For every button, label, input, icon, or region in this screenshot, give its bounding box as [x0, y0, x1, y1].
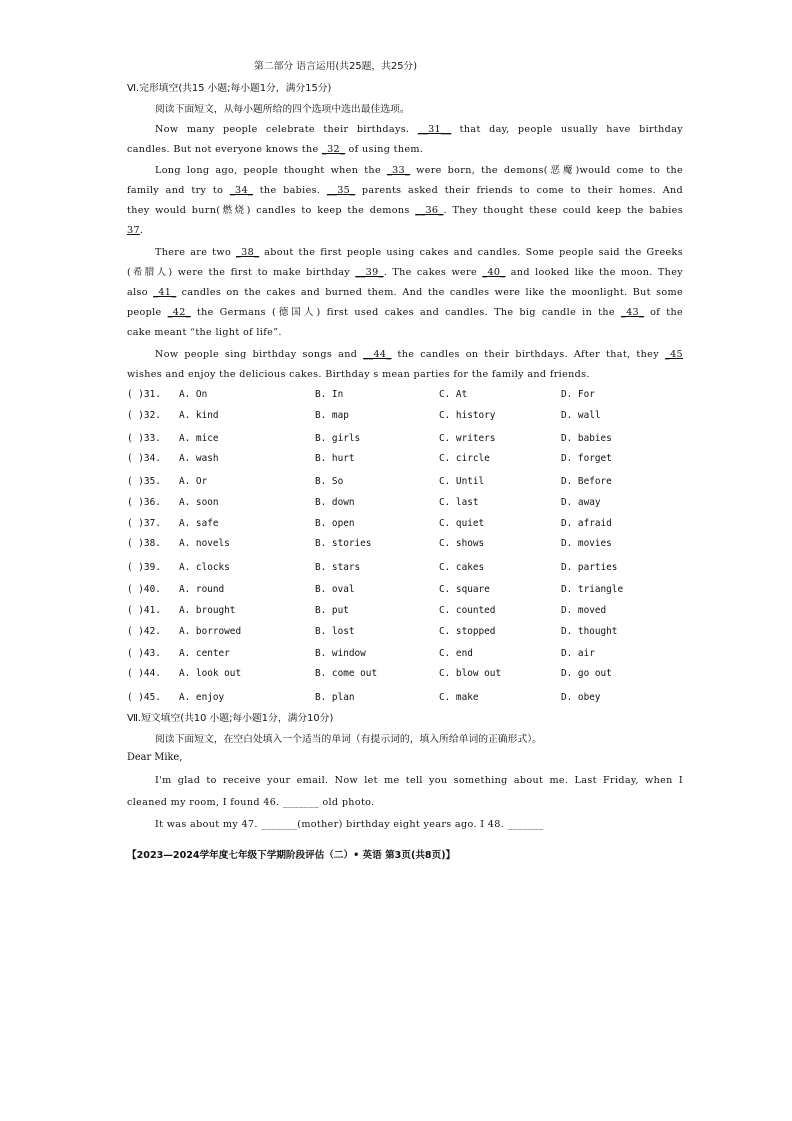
- passage-text: candles. But not everyone knows the: [127, 144, 322, 155]
- question-row: [127, 626, 687, 640]
- blank-number: __44_: [363, 349, 392, 360]
- option-b: B. come out: [315, 668, 378, 679]
- question-row: [127, 453, 687, 467]
- option-b: B. girls: [315, 433, 361, 444]
- passage-text: the candles on their birthdays. After that, they: [391, 349, 665, 360]
- passage-text: cleaned my room, I found 46. _______ old photo.: [127, 797, 375, 808]
- passage-text: It was about my 47. _______(mother) birthday eight years ago. I 48. _______: [155, 819, 544, 830]
- question-row: [127, 476, 687, 490]
- passage-line: [127, 266, 683, 280]
- question-number: ( )37.: [127, 518, 161, 529]
- option-a: A. Or: [179, 476, 208, 487]
- option-d: D. parties: [561, 562, 618, 573]
- passage-line: [155, 246, 683, 260]
- section7-heading: Ⅶ.短文填空(共10 小题;每小题1分，满分10分): [127, 713, 334, 724]
- question-number: ( )45.: [127, 692, 161, 703]
- question-number: ( )44.: [127, 668, 161, 679]
- passage-text: . The cakes were: [383, 267, 483, 278]
- question-row: [127, 668, 687, 682]
- option-d: D. For: [561, 389, 595, 400]
- option-d: D. away: [561, 497, 601, 508]
- question-number: ( )36.: [127, 497, 161, 508]
- option-b: B. stars: [315, 562, 361, 573]
- option-a: A. borrowed: [179, 626, 242, 637]
- passage-text: parents asked their friends to come to their homes. And: [355, 185, 683, 196]
- option-b: B. oval: [315, 584, 355, 595]
- passage-text: of the: [644, 307, 683, 318]
- question-row: [127, 497, 687, 511]
- option-b: B. put: [315, 605, 349, 616]
- option-c: C. history: [439, 410, 496, 421]
- question-number: ( )42.: [127, 626, 161, 637]
- passage-line: [155, 774, 683, 788]
- blank-number: _33_: [386, 165, 411, 176]
- passage-line: [127, 286, 683, 300]
- letter-salutation: Dear Mike,: [127, 752, 183, 763]
- passage-line: [127, 143, 683, 157]
- page-footer: 【2023—2024学年度七年级下学期阶段评估（二）• 英语 第3页(共8页)】: [127, 850, 456, 861]
- option-c: C. circle: [439, 453, 490, 464]
- option-a: A. look out: [179, 668, 242, 679]
- option-c: C. quiet: [439, 518, 485, 529]
- passage-line: [127, 204, 683, 218]
- passage-line: [155, 818, 683, 832]
- option-b: B. hurt: [315, 453, 355, 464]
- passage-line: [155, 123, 683, 137]
- option-a: A. center: [179, 648, 230, 659]
- blank-number: _32_: [321, 144, 346, 155]
- option-c: C. writers: [439, 433, 496, 444]
- passage-text: of using them.: [345, 144, 424, 155]
- option-b: B. plan: [315, 692, 355, 703]
- question-row: [127, 389, 687, 403]
- question-number: ( )31.: [127, 389, 161, 400]
- option-c: C. At: [439, 389, 468, 400]
- option-d: D. movies: [561, 538, 612, 549]
- question-row: [127, 584, 687, 598]
- passage-text: family and try to: [127, 185, 230, 196]
- option-a: A. brought: [179, 605, 236, 616]
- passage-text: about the first people using cakes and candles. Some people said the Greeks: [259, 247, 683, 258]
- question-number: ( )32.: [127, 410, 161, 421]
- passage-text: the Germans (德国人) first used cakes and candles. The big candle in the: [190, 307, 621, 318]
- option-a: A. On: [179, 389, 208, 400]
- question-number: ( )33.: [127, 433, 161, 444]
- blank-number: _40_: [482, 267, 506, 278]
- passage-text: that day, people usually have birthday: [451, 124, 683, 135]
- blank-number: __35_: [326, 185, 356, 196]
- option-c: C. make: [439, 692, 479, 703]
- passage-text: also: [127, 287, 154, 298]
- option-b: B. In: [315, 389, 344, 400]
- passage-line: [127, 224, 683, 238]
- option-a: A. clocks: [179, 562, 230, 573]
- question-number: ( )41.: [127, 605, 161, 616]
- option-d: D. triangle: [561, 584, 624, 595]
- passage-line: [127, 326, 683, 340]
- option-d: D. air: [561, 648, 595, 659]
- option-c: C. blow out: [439, 668, 502, 679]
- option-b: B. map: [315, 410, 349, 421]
- blank-number: _34_: [229, 185, 254, 196]
- passage-text: people: [127, 307, 168, 318]
- passage-text: . They thought these could keep the babies: [443, 205, 683, 216]
- option-d: D. Before: [561, 476, 612, 487]
- blank-number: _42_: [167, 307, 191, 318]
- blank-number: _41_: [153, 287, 177, 298]
- question-row: [127, 562, 687, 576]
- option-b: B. window: [315, 648, 366, 659]
- question-number: ( )43.: [127, 648, 161, 659]
- passage-text: wishes and enjoy the delicious cakes. Birthday s mean parties for the family and friends.: [127, 369, 590, 380]
- question-row: [127, 605, 687, 619]
- option-b: B. down: [315, 497, 355, 508]
- passage-line: [127, 306, 683, 320]
- passage-text: Now many people celebrate their birthdays.: [155, 124, 418, 135]
- option-c: C. stopped: [439, 626, 496, 637]
- question-number: ( )40.: [127, 584, 161, 595]
- blank-number: __36_: [415, 205, 444, 216]
- option-a: A. novels: [179, 538, 230, 549]
- option-c: C. Until: [439, 476, 485, 487]
- section6-heading: Ⅵ.完形填空(共15 小题;每小题1分，满分15分): [127, 83, 332, 94]
- passage-text: I'm glad to receive your email. Now let me tell you something about me. Last Friday, when I: [155, 775, 683, 786]
- passage-text: and looked like the moon. They: [505, 267, 683, 278]
- passage-text: they would burn(燃烧) candles to keep the demons: [127, 205, 416, 216]
- option-d: D. moved: [561, 605, 607, 616]
- passage-text: candles on the cakes and burned them. And the candles were like the moonlight. But some: [176, 287, 683, 298]
- passage-text: (希腊人) were the first to make birthday: [127, 267, 356, 278]
- passage-line: [155, 348, 683, 362]
- question-row: [127, 410, 687, 424]
- option-d: D. go out: [561, 668, 612, 679]
- part-title: 第二部分 语言运用(共25题，共25分): [254, 61, 418, 72]
- option-b: B. lost: [315, 626, 355, 637]
- option-a: A. enjoy: [179, 692, 225, 703]
- option-a: A. safe: [179, 518, 219, 529]
- section7-instruction: 阅读下面短文，在空白处填入一个适当的单词（有提示词的，填入所给单词的正确形式）。: [155, 734, 542, 745]
- option-b: B. open: [315, 518, 355, 529]
- option-c: C. end: [439, 648, 473, 659]
- passage-line: [127, 184, 683, 198]
- option-d: D. babies: [561, 433, 612, 444]
- option-c: C. square: [439, 584, 490, 595]
- option-d: D. obey: [561, 692, 601, 703]
- passage-text: cake meant “the light of life”.: [127, 327, 282, 338]
- passage-text: Now people sing birthday songs and: [155, 349, 364, 360]
- option-d: D. thought: [561, 626, 618, 637]
- question-row: [127, 692, 687, 706]
- question-row: [127, 648, 687, 662]
- option-a: A. kind: [179, 410, 219, 421]
- option-b: B. stories: [315, 538, 372, 549]
- section6-instruction: 阅读下面短文，从每小题所给的四个选项中选出最佳选项。: [155, 104, 410, 115]
- passage-line: [127, 796, 683, 810]
- blank-number: _45: [664, 349, 683, 360]
- blank-number: _38_: [236, 247, 260, 258]
- blank-number: __39_: [355, 267, 384, 278]
- option-a: A. round: [179, 584, 225, 595]
- question-row: [127, 538, 687, 552]
- option-a: A. soon: [179, 497, 219, 508]
- option-d: D. afraid: [561, 518, 612, 529]
- blank-number: __31__: [417, 124, 452, 135]
- passage-text: were born, the demons(恶魔)would come to the: [410, 165, 684, 176]
- blank-number: _43_: [620, 307, 645, 318]
- option-d: D. wall: [561, 410, 601, 421]
- option-d: D. forget: [561, 453, 612, 464]
- passage-text: Long long ago, people thought when the: [155, 165, 387, 176]
- passage-text: the babies.: [253, 185, 327, 196]
- blank-number: 37: [127, 225, 140, 236]
- option-c: C. shows: [439, 538, 485, 549]
- option-c: C. counted: [439, 605, 496, 616]
- option-a: A. wash: [179, 453, 219, 464]
- passage-text: There are two: [155, 247, 237, 258]
- question-row: [127, 518, 687, 532]
- question-row: [127, 433, 687, 447]
- option-c: C. cakes: [439, 562, 485, 573]
- passage-line: [127, 368, 683, 382]
- passage-line: [155, 164, 683, 178]
- option-b: B. So: [315, 476, 344, 487]
- option-c: C. last: [439, 497, 479, 508]
- question-number: ( )35.: [127, 476, 161, 487]
- question-number: ( )38.: [127, 538, 161, 549]
- question-number: ( )39.: [127, 562, 161, 573]
- option-a: A. mice: [179, 433, 219, 444]
- passage-text: .: [139, 225, 144, 236]
- question-number: ( )34.: [127, 453, 161, 464]
